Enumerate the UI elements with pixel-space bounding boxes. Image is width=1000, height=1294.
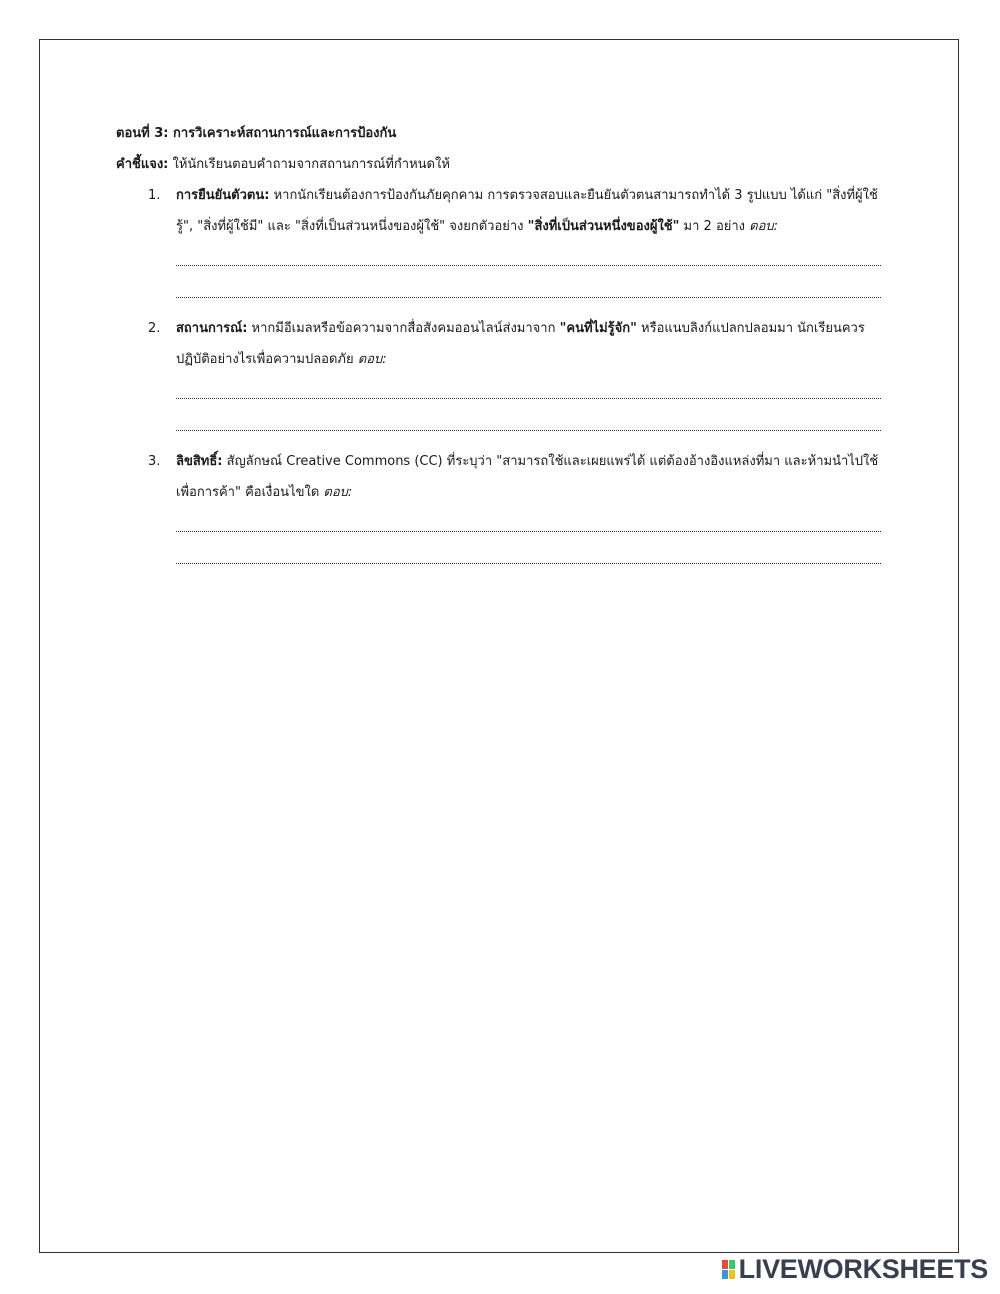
answer-line-2b[interactable] — [176, 430, 881, 431]
question-text — [176, 446, 886, 508]
answer-cue: ตอบ: — [323, 485, 353, 500]
question-list — [116, 180, 886, 564]
question-body: หากมีอีเมลหรือข้อความจากสื่อสังคมออนไลน์ส่งมาจาก — [247, 321, 560, 336]
question-number: 2. — [148, 321, 161, 336]
answer-line-1a[interactable] — [176, 265, 881, 266]
logo-square-blue — [722, 1270, 728, 1279]
question-body: สัญลักษณ์ Creative Commons (CC) ที่ระบุว่า "สามารถใช้และเผยแพร่ได้ แต่ต้องอ้างอิงแหล่งที่มา และห้ามนำไปใช้เพื่อการค้า" คือเงื่อนไขใด — [176, 454, 879, 500]
question-label: สถานการณ์: — [176, 321, 248, 336]
logo-square-red — [722, 1260, 728, 1269]
question-2 — [116, 313, 886, 431]
logo-square-yellow — [729, 1270, 735, 1279]
logo-square-green — [729, 1260, 735, 1269]
answer-cue: ตอบ: — [357, 352, 387, 367]
question-3 — [116, 446, 886, 564]
section-title: ตอนที่ 3: การวิเคราะห์สถานการณ์และการป้องกัน — [116, 126, 397, 141]
answer-line-3a[interactable] — [176, 531, 881, 532]
question-text — [176, 180, 886, 242]
instruction-label: คำชี้แจง: — [116, 157, 169, 172]
answer-line-3b[interactable] — [176, 563, 881, 564]
instruction-text: ให้นักเรียนตอบคำถามจากสถานการณ์ที่กำหนดให้ — [168, 157, 450, 172]
question-text — [176, 313, 886, 375]
question-body: หากนักเรียนต้องการป้องกันภัยคุกคาม การตรวจสอบและยืนยันตัวตนสามารถทำได้ 3 รูปแบบ ได้แก่ "สิ่งที่ผู้ใช้รู้", "สิ่งที่ผู้ใช้มี" และ "สิ่งที่เป็นส่วนหนึ่งของผู้ใช้" จงยกตัวอย่าง — [176, 188, 878, 234]
question-emphasis: "คนที่ไม่รู้จัก" — [559, 321, 637, 336]
question-number: 3. — [148, 454, 161, 469]
logo-mark-icon — [722, 1260, 735, 1279]
question-number: 1. — [148, 188, 161, 203]
question-1 — [116, 180, 886, 298]
liveworksheets-logo — [722, 1253, 988, 1284]
answer-cue: ตอบ: — [749, 219, 779, 234]
question-body-tail: มา 2 อย่าง — [679, 219, 750, 234]
brand-wordmark: LIVEWORKSHEETS — [738, 1253, 988, 1284]
question-emphasis: "สิ่งที่เป็นส่วนหนึ่งของผู้ใช้" — [527, 219, 680, 234]
instructions — [116, 149, 886, 180]
question-label: การยืนยันตัวตน: — [176, 188, 270, 203]
worksheet-content — [116, 118, 886, 564]
question-body-tail: หรือแนบลิงก์แปลกปลอมมา นักเรียนควรปฏิบัติอย่างไรเพื่อความปลอดภัย — [176, 321, 865, 367]
question-label: ลิขสิทธิ์: — [176, 454, 223, 469]
answer-line-1b[interactable] — [176, 297, 881, 298]
answer-line-2a[interactable] — [176, 398, 881, 399]
